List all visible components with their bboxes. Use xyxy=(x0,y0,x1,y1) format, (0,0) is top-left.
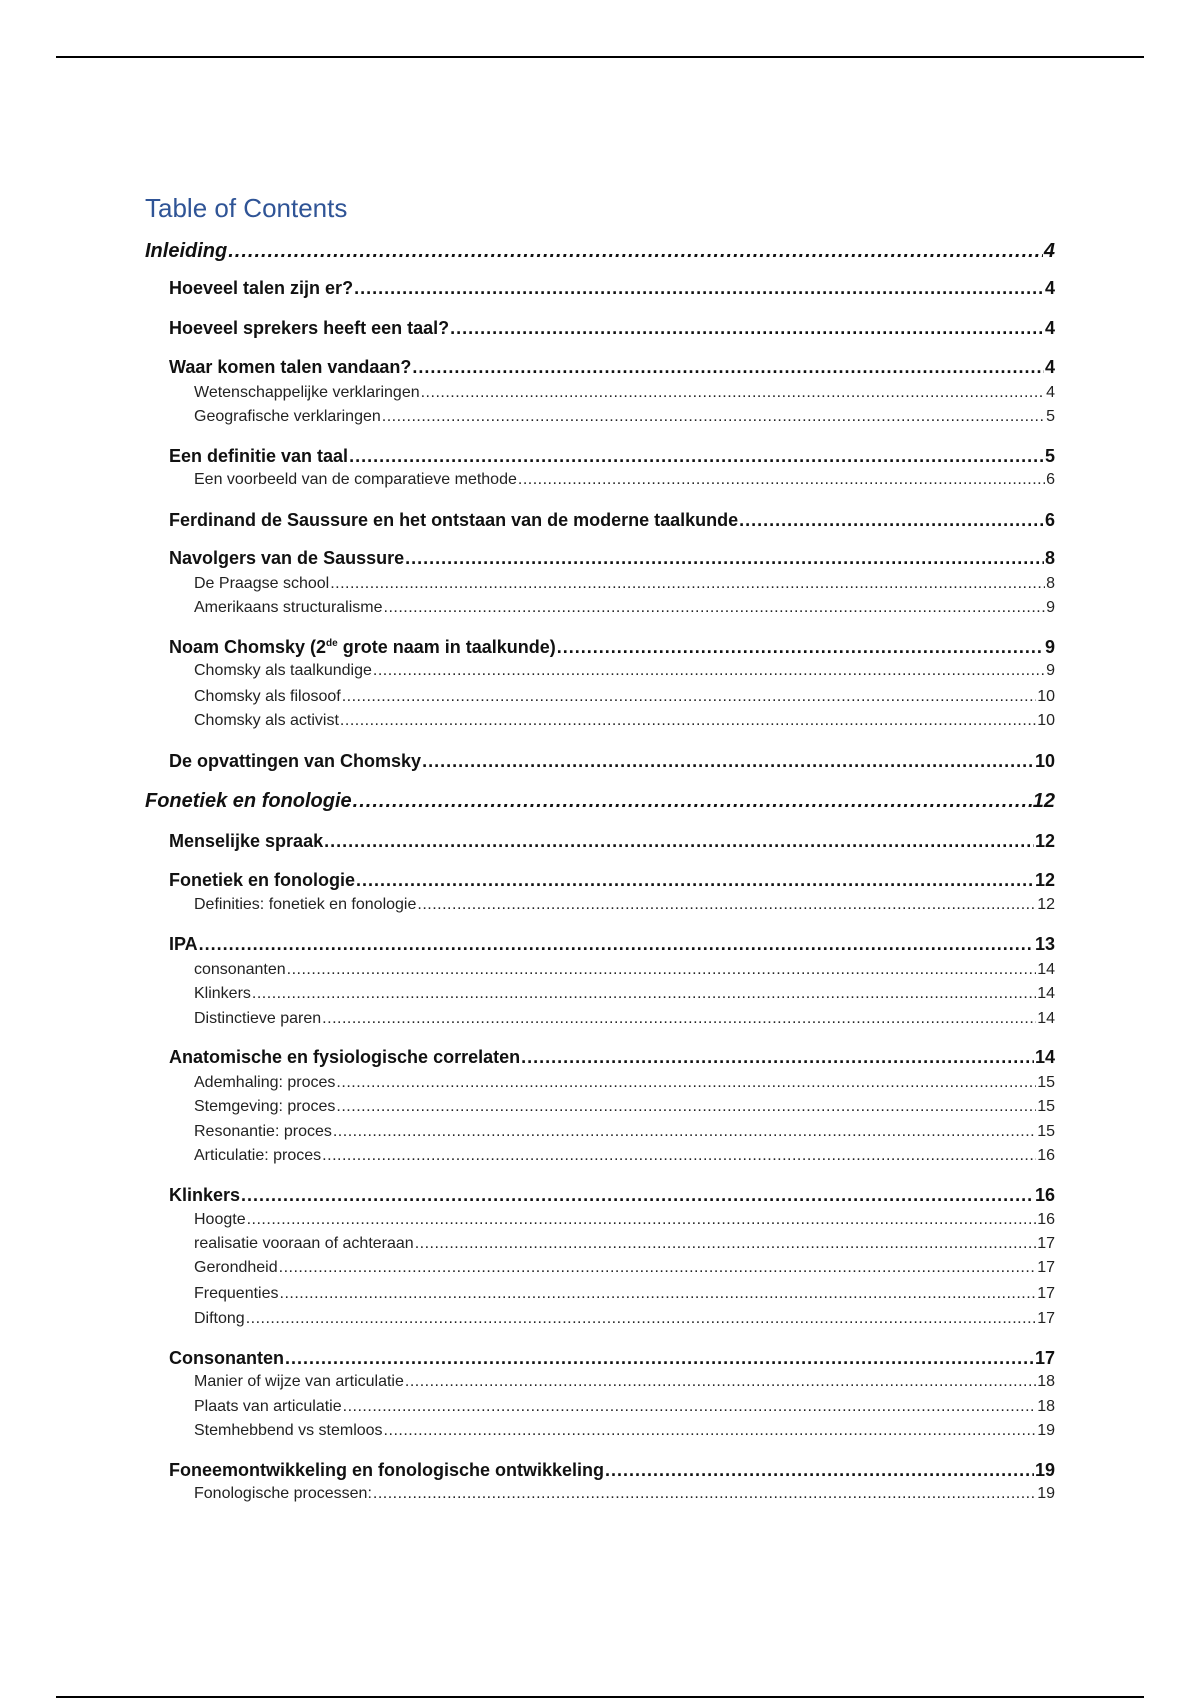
toc-leader-dots xyxy=(373,662,1045,680)
toc-entry[interactable] xyxy=(194,1398,1055,1416)
toc-entry[interactable] xyxy=(194,1123,1055,1141)
toc-entry[interactable] xyxy=(145,240,1055,263)
toc-entry-title: Wetenschappelijke verklaringen xyxy=(194,384,420,401)
toc-entry[interactable] xyxy=(169,318,1055,339)
toc-leader-dots xyxy=(356,870,1034,891)
toc-entry-title: Distinctieve paren xyxy=(194,1010,322,1027)
footer-rule xyxy=(56,1696,1144,1698)
toc-leader-dots xyxy=(412,357,1044,378)
toc-page-number: 4 xyxy=(1043,240,1055,262)
toc-entry[interactable] xyxy=(194,712,1055,730)
toc-leader-dots xyxy=(322,1010,1036,1028)
toc-page-number: 9 xyxy=(1046,662,1055,679)
toc-leader-dots xyxy=(373,1485,1036,1503)
toc-page-number: 19 xyxy=(1037,1422,1055,1439)
toc-leader-dots xyxy=(382,408,1045,426)
toc-page-number: 17 xyxy=(1037,1310,1055,1327)
toc-entry[interactable] xyxy=(169,1348,1055,1369)
toc-page-number: 19 xyxy=(1034,1460,1055,1480)
toc-page-number: 4 xyxy=(1046,384,1055,401)
toc-leader-dots xyxy=(322,1147,1036,1165)
toc-leader-dots xyxy=(349,446,1044,467)
toc-page-number: 8 xyxy=(1046,575,1055,592)
toc-page-number: 19 xyxy=(1037,1485,1055,1502)
toc-page-number: 17 xyxy=(1037,1235,1055,1252)
toc-entry-title: Klinkers xyxy=(169,1185,241,1205)
toc-entry-title: Inleiding xyxy=(145,240,228,262)
toc-entry[interactable] xyxy=(194,1235,1055,1253)
toc-page-number: 5 xyxy=(1044,446,1055,466)
toc-entry[interactable] xyxy=(194,1259,1055,1277)
toc-entry[interactable] xyxy=(194,471,1055,489)
toc-entry[interactable] xyxy=(194,1310,1055,1328)
toc-page-number: 9 xyxy=(1044,637,1055,657)
toc-page-number: 12 xyxy=(1037,896,1055,913)
toc-entry-title: Geografische verklaringen xyxy=(194,408,381,425)
toc-leader-dots xyxy=(384,599,1046,617)
toc-leader-dots xyxy=(405,548,1044,569)
toc-page-number: 12 xyxy=(1032,790,1055,812)
toc-leader-dots xyxy=(247,1211,1037,1229)
toc-entry[interactable] xyxy=(194,1211,1055,1229)
toc-entry[interactable] xyxy=(194,662,1055,680)
toc-leader-dots xyxy=(280,1285,1037,1303)
toc-page-number: 17 xyxy=(1034,1348,1055,1368)
toc-entry-title: Waar komen talen vandaan? xyxy=(169,357,412,377)
toc-entry[interactable] xyxy=(194,688,1055,706)
toc-entry[interactable] xyxy=(194,1422,1055,1440)
toc-entry[interactable] xyxy=(169,446,1055,467)
toc-entry-title: Anatomische en fysiologische correlaten xyxy=(169,1047,521,1067)
toc-leader-dots xyxy=(384,1422,1037,1440)
toc-page-number: 4 xyxy=(1044,357,1055,377)
toc-entry-title: Amerikaans structuralisme xyxy=(194,599,383,616)
toc-leader-dots xyxy=(241,1185,1034,1206)
toc-entry-title: Foneemontwikkeling en fonologische ontwikkeling xyxy=(169,1460,605,1480)
toc-entry-title: Klinkers xyxy=(194,985,251,1002)
toc-entry[interactable] xyxy=(194,1098,1055,1116)
toc-entry-title: Hoogte xyxy=(194,1211,246,1228)
toc-page-number: 6 xyxy=(1044,510,1055,530)
toc-entry[interactable] xyxy=(169,278,1055,299)
toc-entry-title: Chomsky als activist xyxy=(194,712,339,729)
toc-entry[interactable] xyxy=(194,599,1055,617)
toc-entry[interactable] xyxy=(169,831,1055,852)
toc-leader-dots xyxy=(199,934,1034,955)
toc-page-number: 9 xyxy=(1046,599,1055,616)
toc-entry[interactable] xyxy=(169,1185,1055,1206)
toc-leader-dots xyxy=(421,384,1045,402)
toc-entry[interactable] xyxy=(145,790,1055,813)
toc-entry[interactable] xyxy=(194,1285,1055,1303)
toc-entry[interactable] xyxy=(169,934,1055,955)
toc-leader-dots xyxy=(343,1398,1037,1416)
toc-entry-title: Fonologische processen: xyxy=(194,1485,372,1502)
toc-entry[interactable] xyxy=(194,408,1055,426)
toc-leader-dots xyxy=(228,240,1043,263)
toc-leader-dots xyxy=(342,688,1036,706)
toc-page-number: 5 xyxy=(1046,408,1055,425)
toc-entry[interactable] xyxy=(194,1010,1055,1028)
toc-entry-title: Definities: fonetiek en fonologie xyxy=(194,896,417,913)
toc-entry[interactable] xyxy=(194,961,1055,979)
toc-entry[interactable] xyxy=(194,384,1055,402)
toc-page-number: 16 xyxy=(1037,1211,1055,1228)
toc-page-number: 6 xyxy=(1046,471,1055,488)
toc-page-number: 14 xyxy=(1037,961,1055,978)
toc-entry-title: Een definitie van taal xyxy=(169,446,349,466)
header-rule xyxy=(56,56,1144,58)
toc-page-number: 17 xyxy=(1037,1259,1055,1276)
toc-leader-dots xyxy=(521,1047,1034,1068)
toc-page-number: 13 xyxy=(1034,934,1055,954)
toc-page-number: 10 xyxy=(1037,688,1055,705)
toc-leader-dots xyxy=(279,1259,1037,1277)
toc-page-number: 16 xyxy=(1037,1147,1055,1164)
toc-leader-dots xyxy=(336,1074,1036,1092)
toc-entry-title: Gerondheid xyxy=(194,1259,278,1276)
toc-entry-title: realisatie vooraan of achteraan xyxy=(194,1235,414,1252)
toc-entry-title: Articulatie: proces xyxy=(194,1147,322,1164)
toc-entry-title: Consonanten xyxy=(169,1348,284,1368)
toc-leader-dots xyxy=(340,712,1036,730)
toc-entry[interactable] xyxy=(194,575,1055,593)
toc-leader-dots xyxy=(353,790,1032,813)
toc-page-number: 4 xyxy=(1044,278,1055,298)
toc-entry-title: Navolgers van de Saussure xyxy=(169,548,405,568)
toc-entry-title: Hoeveel sprekers heeft een taal? xyxy=(169,318,450,338)
toc-leader-dots xyxy=(417,896,1036,914)
toc-page-number: 12 xyxy=(1034,831,1055,851)
toc-leader-dots xyxy=(450,318,1044,339)
toc-entry-title: Plaats van articulatie xyxy=(194,1398,342,1415)
toc-page-number: 15 xyxy=(1037,1074,1055,1091)
toc-entry-title: Stemgeving: proces xyxy=(194,1098,336,1115)
toc-page-number: 16 xyxy=(1034,1185,1055,1205)
toc-entry-title: Frequenties xyxy=(194,1285,279,1302)
toc-leader-dots xyxy=(518,471,1045,489)
toc-page-number: 18 xyxy=(1037,1398,1055,1415)
toc-entry[interactable] xyxy=(169,751,1055,772)
toc-entry[interactable] xyxy=(169,1047,1055,1068)
toc-entry[interactable] xyxy=(169,1460,1055,1481)
toc-leader-dots xyxy=(336,1098,1036,1116)
toc-page-number: 10 xyxy=(1037,712,1055,729)
toc-entry-title: Een voorbeeld van de comparatieve methode xyxy=(194,471,517,488)
toc-leader-dots xyxy=(246,1310,1037,1328)
toc-entry-title: Menselijke spraak xyxy=(169,831,324,851)
toc-page-number: 14 xyxy=(1034,1047,1055,1067)
toc-leader-dots xyxy=(287,961,1037,979)
toc-page-number: 18 xyxy=(1037,1373,1055,1390)
toc-entry[interactable] xyxy=(194,985,1055,1003)
toc-entry[interactable] xyxy=(194,896,1055,914)
toc-entry-title: Ademhaling: proces xyxy=(194,1074,336,1091)
toc-title: Table of Contents xyxy=(145,193,348,223)
toc-leader-dots xyxy=(252,985,1036,1003)
toc-leader-dots xyxy=(333,1123,1036,1141)
toc-page-number: 15 xyxy=(1037,1098,1055,1115)
toc-leader-dots xyxy=(422,751,1034,772)
toc-page-number: 14 xyxy=(1037,985,1055,1002)
toc-entry-title: consonanten xyxy=(194,961,286,978)
toc-leader-dots xyxy=(739,510,1044,531)
toc-leader-dots xyxy=(354,278,1044,299)
toc-entry-title: Resonantie: proces xyxy=(194,1123,332,1140)
toc-entry-title: Manier of wijze van articulatie xyxy=(194,1373,404,1390)
toc-entry[interactable] xyxy=(194,1373,1055,1391)
toc-entry-title: Fonetiek en fonologie xyxy=(145,790,352,812)
toc-entry-title: Ferdinand de Saussure en het ontstaan van de moderne taalkunde xyxy=(169,510,739,530)
toc-entry[interactable] xyxy=(194,1485,1055,1503)
toc-entry-title: Chomsky als filosoof xyxy=(194,688,341,705)
toc-leader-dots xyxy=(324,831,1034,852)
toc-entry[interactable] xyxy=(169,510,1055,531)
toc-leader-dots xyxy=(557,637,1044,658)
toc-entry[interactable] xyxy=(169,870,1055,891)
toc-page-number: 4 xyxy=(1044,318,1055,338)
toc-entry-title: IPA xyxy=(169,934,198,954)
toc-leader-dots xyxy=(330,575,1045,593)
toc-page-number: 8 xyxy=(1044,548,1055,568)
toc-leader-dots xyxy=(605,1460,1034,1481)
toc-entry[interactable] xyxy=(169,357,1055,378)
toc-page-number: 12 xyxy=(1034,870,1055,890)
toc-entry[interactable] xyxy=(194,1147,1055,1165)
toc-entry-title: De opvattingen van Chomsky xyxy=(169,751,422,771)
toc-entry-title: Hoeveel talen zijn er? xyxy=(169,278,354,298)
toc-entry-title: Diftong xyxy=(194,1310,245,1327)
toc-entry[interactable] xyxy=(194,1074,1055,1092)
toc-leader-dots xyxy=(405,1373,1036,1391)
toc-page-number: 14 xyxy=(1037,1010,1055,1027)
toc-entry-title: De Praagse school xyxy=(194,575,330,592)
toc-entry-title: Chomsky als taalkundige xyxy=(194,662,372,679)
toc-page-number: 10 xyxy=(1034,751,1055,771)
toc-leader-dots xyxy=(415,1235,1037,1253)
toc-entry[interactable] xyxy=(169,548,1055,569)
toc-entry[interactable] xyxy=(169,637,1055,658)
toc-page-number: 15 xyxy=(1037,1123,1055,1140)
toc-entry-title: Stemhebbend vs stemloos xyxy=(194,1422,383,1439)
toc-leader-dots xyxy=(285,1348,1034,1369)
toc-entry-title: Fonetiek en fonologie xyxy=(169,870,356,890)
toc-entry-title: Noam Chomsky (2de grote naam in taalkunde) xyxy=(169,637,556,657)
toc-page-number: 17 xyxy=(1037,1285,1055,1302)
